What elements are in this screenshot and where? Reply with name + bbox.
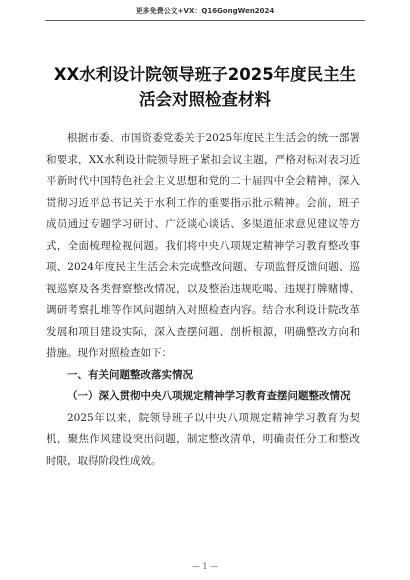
promo-banner: 更多免费公文+VX：Q16GongWen2024 [135,7,275,15]
page-number: — 1 — [191,562,219,571]
header-divider [45,20,365,21]
title-line-1: XX水利设计院领导班子2025年度民主生 [53,65,357,84]
document-title [40,62,370,112]
intro-paragraph: 根据市委、市国资委党委关于2025年度民主生活会的统一部署和要求，XX水利设计院领导班子紧扣会议主题，严格对标对表习近平新时代中国特色社会主义思想和党的二十届四中全会精神，深入贯彻习近平总书记关于水利工作的重要指示批示精神。会前，班子成员通过专题学习研讨、广泛谈心谈话、多渠道征求意见建议等方式，全面梳理检视问题。我们将中央八项规定精神学习教育整改事项、2024年度民主生活会未完成整改问题、专项监督反馈问题、巡视巡察及各类督察整改情况，以及整治违规吃喝、违规打牌赌博、调研考察扎堆等作风问题纳入对照检查内容。结合水利设计院改革发展和项目建设实际，深入查摆问题、剖析根源，明确整改方向和措施。现作对照检查如下： [46,132,360,359]
document-body [46,128,360,472]
subsection-paragraph-1: 2025年以来，院领导班子以中央八项规定精神学习教育为契机，聚焦作风建设突出问题，制定整改清单，明确责任分工和整改时限，取得阶段性成效。 [46,411,360,467]
subsection-heading-1: （一）深入贯彻中央八项规定精神学习教育查摆问题整改情况 [67,390,351,402]
title-line-2: 活会对照检查材料 [139,90,271,109]
section-heading-1: 一、有关问题整改落实情况 [67,368,193,381]
